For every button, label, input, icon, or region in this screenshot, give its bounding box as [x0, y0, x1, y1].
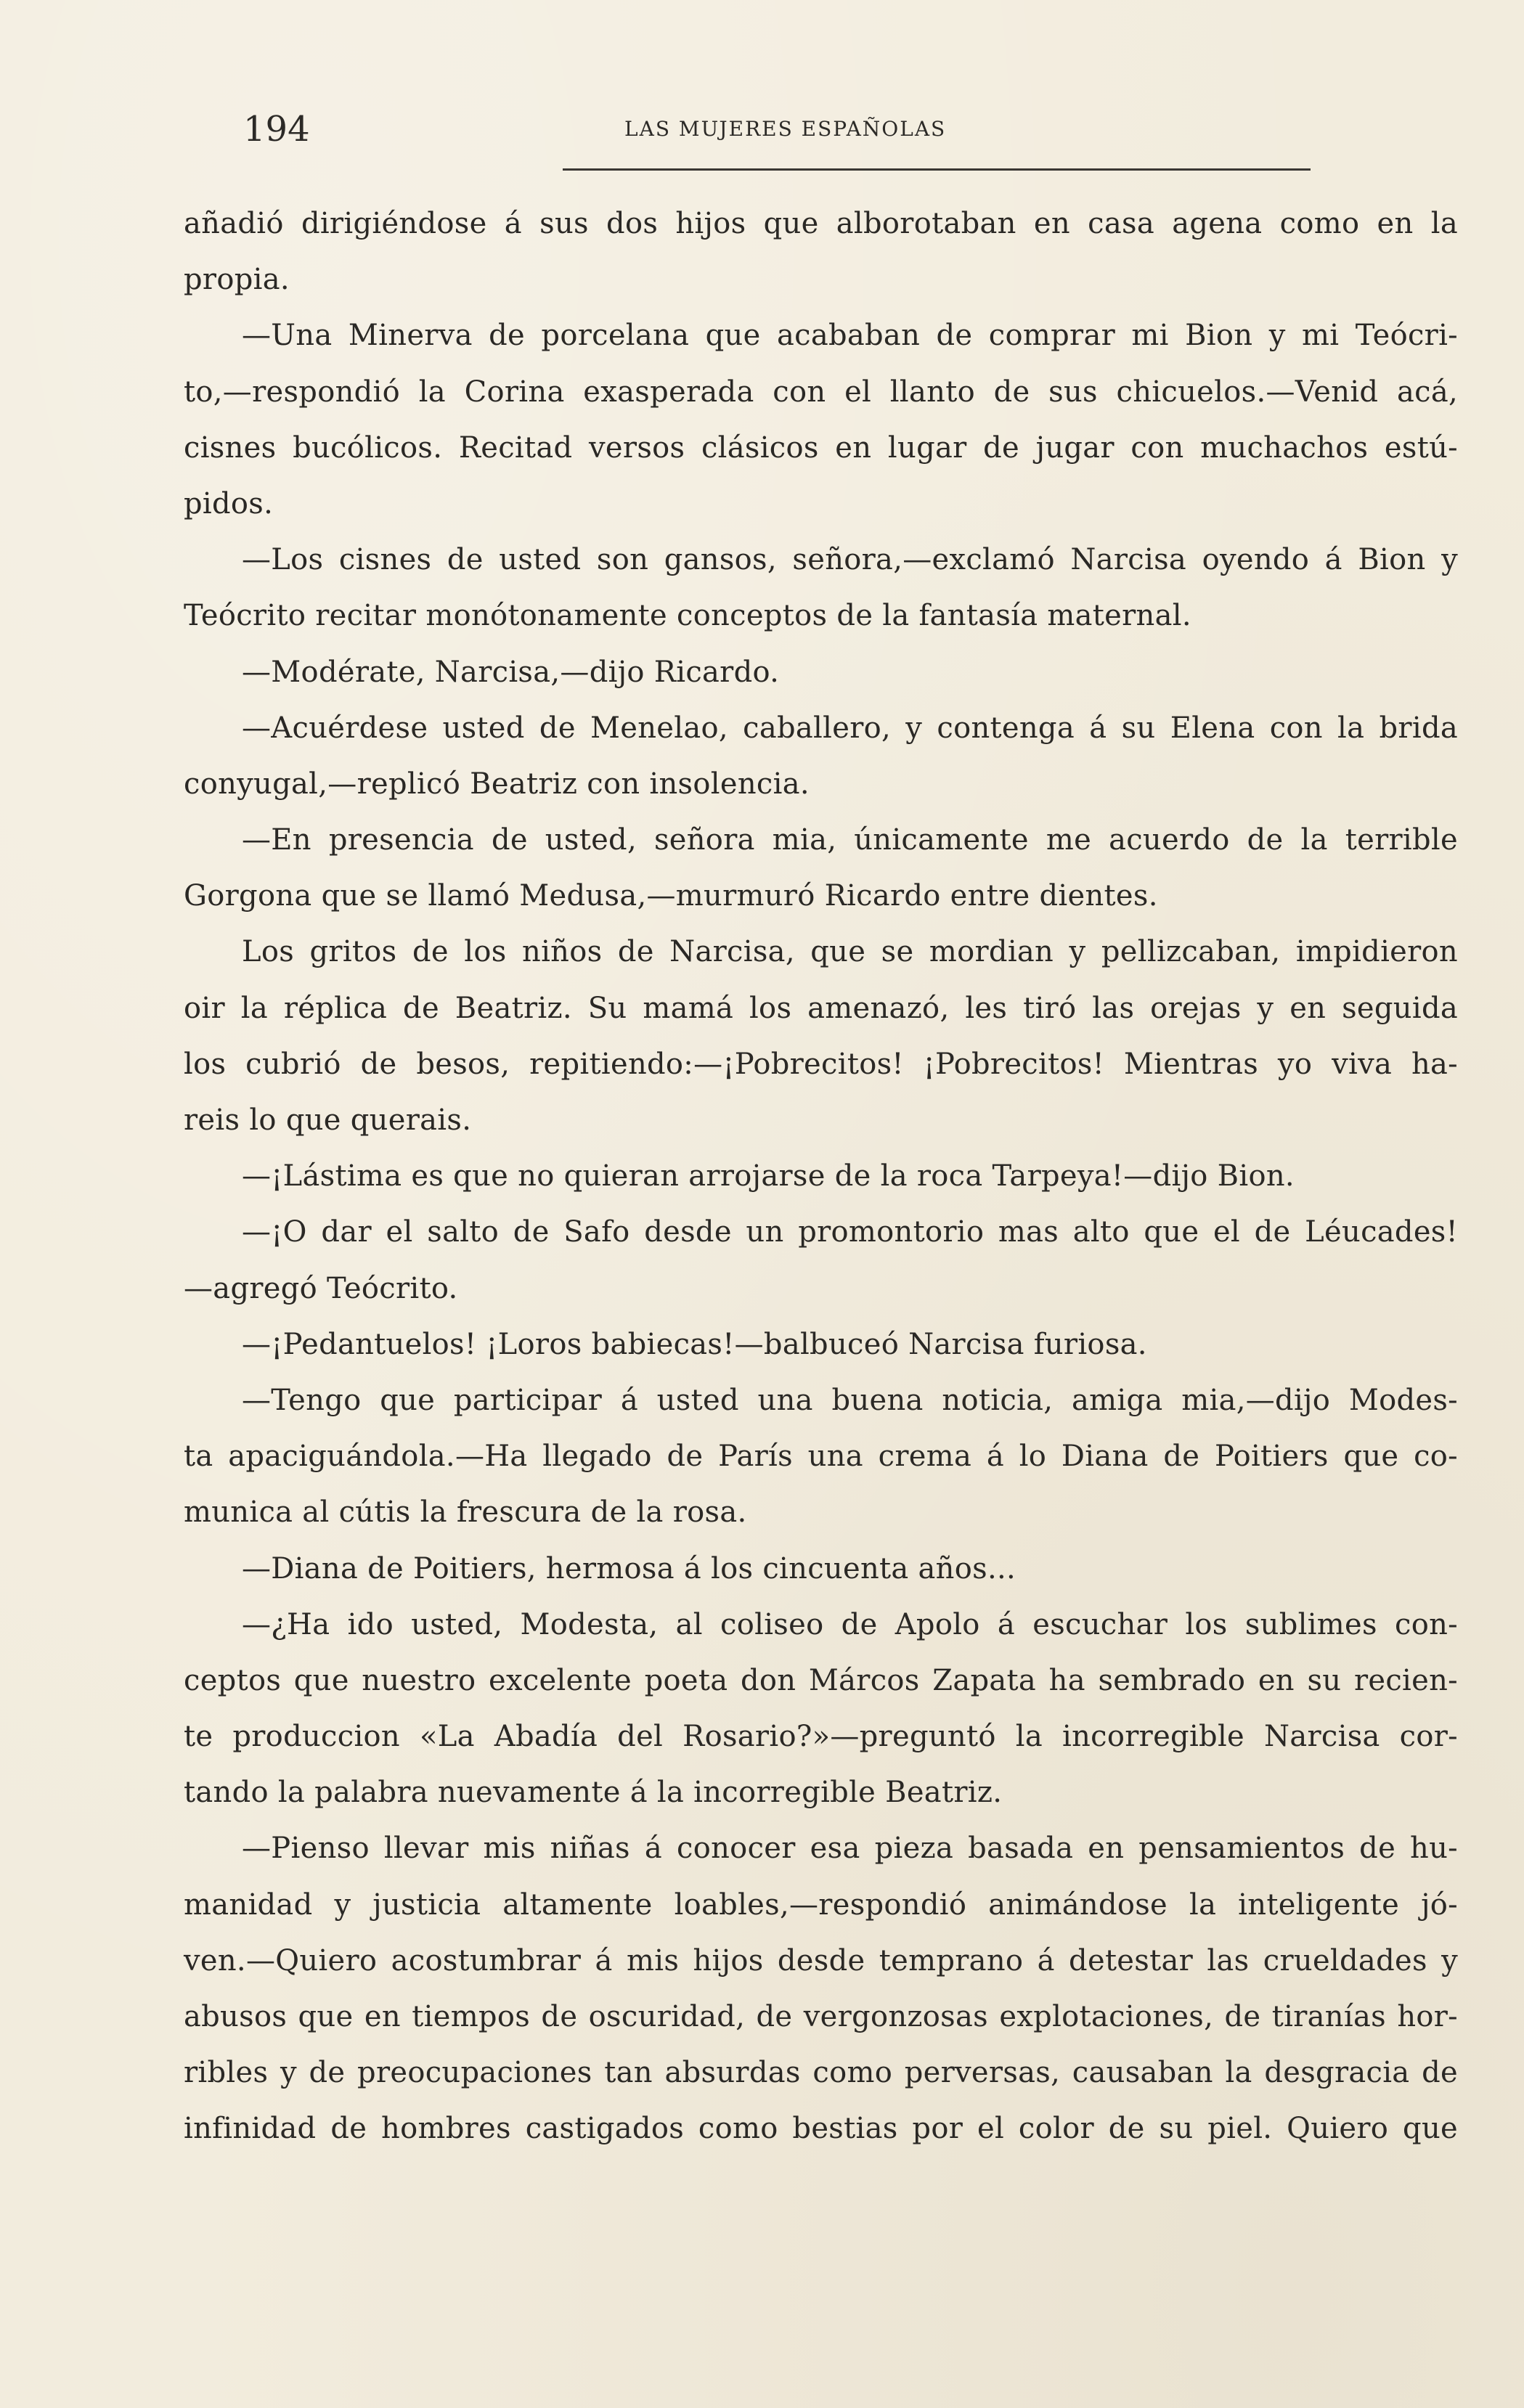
text-line: conyugal,—replicó Beatriz con insolencia.: [184, 767, 810, 801]
page-number: 194: [243, 109, 310, 150]
text-line: te produccion «La Abadía del Rosario?»—preguntó la incorregible Narcisa cor-: [184, 1720, 1458, 1754]
text-line: —Pienso llevar mis niñas á conocer esa pieza basada en pensamientos de hu-: [242, 1832, 1458, 1866]
text-line: ven.—Quiero acostumbrar á mis hijos desde temprano á detestar las crueldades y: [184, 1943, 1458, 1978]
page-header: [243, 107, 1085, 166]
text-line: añadió dirigiéndose á sus dos hijos que alborotaban en casa agena como en la: [184, 207, 1458, 240]
text-line: propia.: [184, 263, 290, 297]
text-line: —¡Lástima es que no quieran arrojarse de la roca Tarpeya!—dijo Bion.: [242, 1159, 1295, 1193]
text-line: reis lo que querais.: [184, 1103, 472, 1137]
text-line: —Acuérdese usted de Menelao, caballero, y contenga á su Elena con la brida: [242, 711, 1458, 745]
text-line: tando la palabra nuevamente á la incorregible Beatriz.: [184, 1776, 1003, 1810]
text-line: —agregó Teócrito.: [184, 1271, 458, 1305]
text-line: —¡O dar el salto de Safo desde un promontorio mas alto que el de Léucades!: [242, 1215, 1458, 1249]
text-line: ta apaciguándola.—Ha llegado de París una crema á lo Diana de Poitiers que co-: [184, 1440, 1458, 1474]
text-line: cisnes bucólicos. Recitad versos clásicos en lugar de jugar con muchachos estú-: [184, 430, 1458, 465]
text-line: Los gritos de los niños de Narcisa, que se mordian y pellizcaban, impidieron: [242, 935, 1458, 969]
text-line: ribles y de preocupaciones tan absurdas como perversas, causaban la desgracia de: [184, 2056, 1458, 2090]
text-line: —¿Ha ido usted, Modesta, al coliseo de Apolo á escuchar los sublimes con-: [242, 1607, 1458, 1641]
text-line: manidad y justicia altamente loables,—respondió animándose la inteligente jó-: [184, 1887, 1458, 1922]
text-line: —Los cisnes de usted son gansos, señora,—exclamó Narcisa oyendo á Bion y: [242, 543, 1458, 577]
running-title: LAS MUJERES ESPAÑOLAS: [624, 117, 947, 141]
body-text: [184, 196, 1458, 2158]
text-line: munica al cútis la frescura de la rosa.: [184, 1495, 747, 1530]
text-line: Teócrito recitar monótonamente conceptos de la fantasía maternal.: [184, 599, 1191, 633]
text-line: pidos.: [184, 486, 274, 521]
text-line: —En presencia de usted, señora mia, únicamente me acuerdo de la terrible: [242, 823, 1458, 857]
text-line: to,—respondió la Corina exasperada con el llanto de sus chicuelos.—Venid acá,: [184, 375, 1458, 409]
text-line: abusos que en tiempos de oscuridad, de vergonzosas explotaciones, de tiranías hor-: [184, 2000, 1458, 2033]
text-line: —Una Minerva de porcelana que acababan de comprar mi Bion y mi Teócri-: [242, 319, 1458, 353]
text-line: Gorgona que se llamó Medusa,—murmuró Ricardo entre dientes.: [184, 879, 1158, 913]
text-line: los cubrió de besos, repitiendo:—¡Pobrecitos! ¡Pobrecitos! Mientras yo viva ha-: [184, 1047, 1458, 1081]
text-line: —Diana de Poitiers, hermosa á los cincuenta años...: [242, 1551, 1016, 1585]
text-line: oir la réplica de Beatriz. Su mamá los amenazó, les tiró las orejas y en seguida: [184, 991, 1458, 1025]
text-line: —¡Pedantuelos! ¡Loros babiecas!—balbuceó Narcisa furiosa.: [242, 1327, 1147, 1361]
header-rule: [563, 168, 1311, 171]
text-line: —Tengo que participar á usted una buena noticia, amiga mia,—dijo Modes-: [242, 1383, 1458, 1417]
text-line: —Modérate, Narcisa,—dijo Ricardo.: [242, 655, 780, 689]
text-line: infinidad de hombres castigados como bestias por el color de su piel. Quiero que: [184, 2112, 1458, 2146]
text-line: ceptos que nuestro excelente poeta don Márcos Zapata ha sembrado en su recien-: [184, 1663, 1458, 1697]
